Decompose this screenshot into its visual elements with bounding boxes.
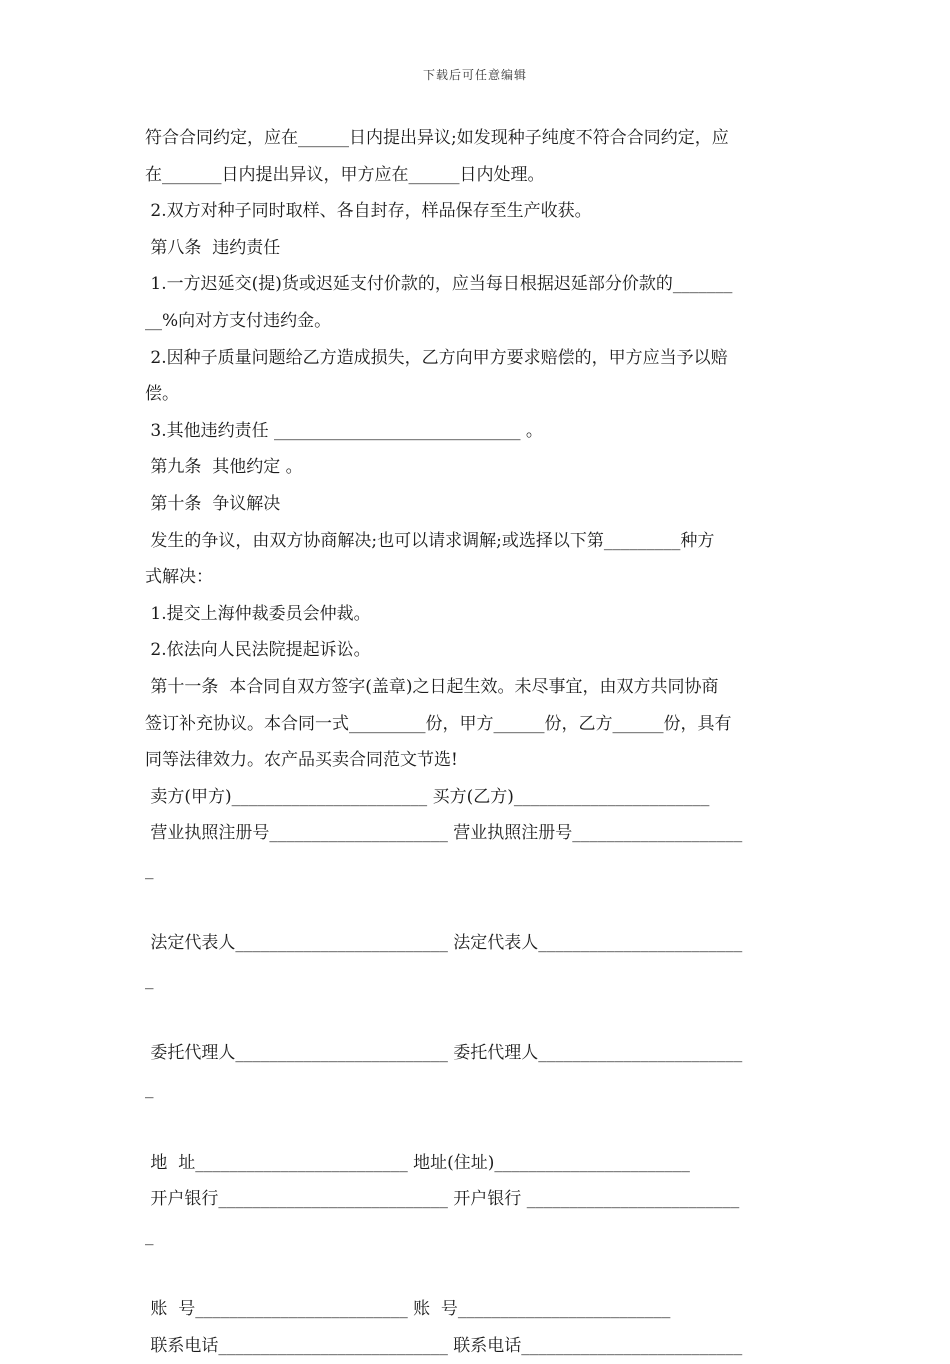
text-line: 2.依法向人民法院提起诉讼。 [145, 640, 371, 661]
text-line: 签订补充协议。本合同一式_________份，甲方______份，乙方______份，具有 [145, 713, 732, 734]
text-line: 发生的争议，由双方协商解决;也可以请求调解;或选择以下第_________种方 [145, 530, 715, 551]
text-line: 式解决： [145, 567, 213, 588]
text-line: 1.提交上海仲裁委员会仲裁。 [145, 603, 371, 624]
blank-line [145, 998, 809, 1035]
blank-line [145, 1254, 809, 1291]
text-line: 2.双方对种子同时取样、各自封存，样品保存至生产收获。 [145, 201, 592, 222]
blank-line [145, 1108, 809, 1145]
text-line: 地 址_________________________ 地址(住址)_______________________ [145, 1152, 690, 1173]
text-line: 账 号_________________________ 账 号_________________________ [145, 1299, 671, 1319]
text-line: 第十一条 本合同自双方签字(盖章)之日起生效。未尽事宜，由双方共同协商 [145, 676, 719, 697]
text-line: 委托代理人_________________________ 委托代理人________________________ [145, 1042, 743, 1063]
text-line: 卖方(甲方)_______________________ 买方(乙方)_______________________ [145, 786, 710, 807]
text-line: _ [145, 969, 154, 990]
text-line: 偿。 [145, 384, 179, 405]
text-line: 联系电话___________________________ 联系电话__________________________ [145, 1335, 743, 1356]
text-line: 开户银行___________________________ 开户银行 _________________________ [145, 1189, 740, 1210]
text-line: 营业执照注册号_____________________ 营业执照注册号____________________ [145, 823, 743, 844]
text-line: 同等法律效力。农产品买卖合同范文节选! [145, 750, 458, 771]
text-line: 符合合同约定，应在______日内提出异议;如发现种子纯度不符合合同约定，应 [145, 128, 729, 148]
text-line: 2.因种子质量问题给乙方造成损失，乙方向甲方要求赔偿的，甲方应当予以赔 [145, 347, 728, 368]
text-line: 3.其他违约责任 _____________________________ 。 [145, 420, 543, 441]
blank-line [145, 888, 809, 925]
text-line: _ [145, 859, 154, 880]
text-line: __%向对方支付违约金。 [145, 310, 332, 331]
text-line: 第八条 违约责任 [145, 237, 281, 258]
text-line: _ [145, 1225, 154, 1246]
page-header: 下载后可任意编辑 [422, 68, 527, 82]
text-line: 1.一方迟延交(提)货或迟延支付价款的，应当每日根据迟延部分价款的_______ [145, 274, 733, 295]
text-line: 第十条 争议解决 [145, 493, 281, 514]
text-line: 法定代表人_________________________ 法定代表人________________________ [145, 933, 743, 954]
text-line: _ [145, 1079, 154, 1100]
text-line: 在_______日内提出异议，甲方应在______日内处理。 [145, 164, 545, 185]
document-body [145, 120, 809, 1364]
text-line: 第九条 其他约定 。 [145, 457, 303, 478]
